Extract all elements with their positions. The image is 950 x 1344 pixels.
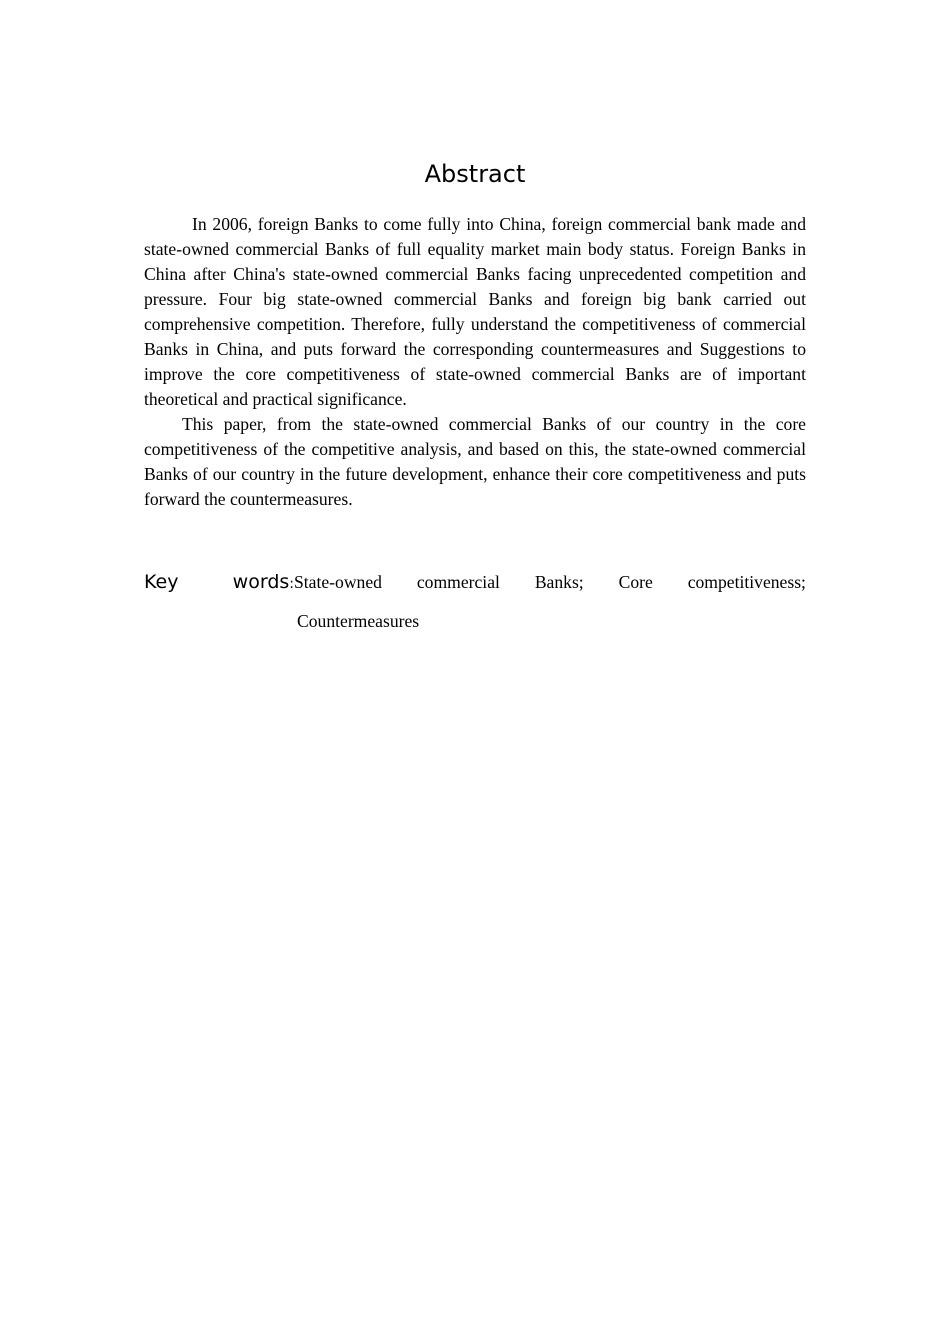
abstract-paragraph-2: This paper, from the state-owned commercial Banks of our country in the core competitiveness of the competitive analysis, and based on this, the state-owned commercial Banks of our country in the future development, enhance their core competitiveness and puts forward the countermeasures. <box>144 414 806 509</box>
keywords-list-line-1 <box>294 572 806 593</box>
abstract-title: Abstract <box>424 160 526 188</box>
keyword-term: State-owned <box>294 572 382 592</box>
keywords-list-line-2: Countermeasures <box>297 611 420 631</box>
keyword-term: Banks; <box>534 572 584 592</box>
keywords-section <box>144 571 806 634</box>
keywords-label-colon: : <box>289 576 294 592</box>
keyword-term: competitiveness; <box>687 572 806 592</box>
keywords-line-1 <box>144 571 806 601</box>
abstract-body <box>144 212 806 512</box>
keywords-label-words: words: <box>232 571 294 593</box>
keywords-label-key: Key <box>144 571 179 593</box>
keywords-label <box>144 571 294 593</box>
keyword-term: Core <box>618 572 653 592</box>
abstract-paragraph-1: In 2006, foreign Banks to come fully into China, foreign commercial bank made and state-owned commercial Banks of full equality market main body status. Foreign Banks in China after China's state-owned commercial Banks facing unprecedented competition and pressure. Four big state-owned commercial Banks and foreign big bank carried out comprehensive competition. Therefore, fully understand the competitiveness of commercial Banks in China, and puts forward the corresponding countermeasures and Suggestions to improve the core competitiveness of state-owned commercial Banks are of important theoretical and practical significance. <box>144 214 806 409</box>
keyword-term: commercial <box>416 572 500 592</box>
